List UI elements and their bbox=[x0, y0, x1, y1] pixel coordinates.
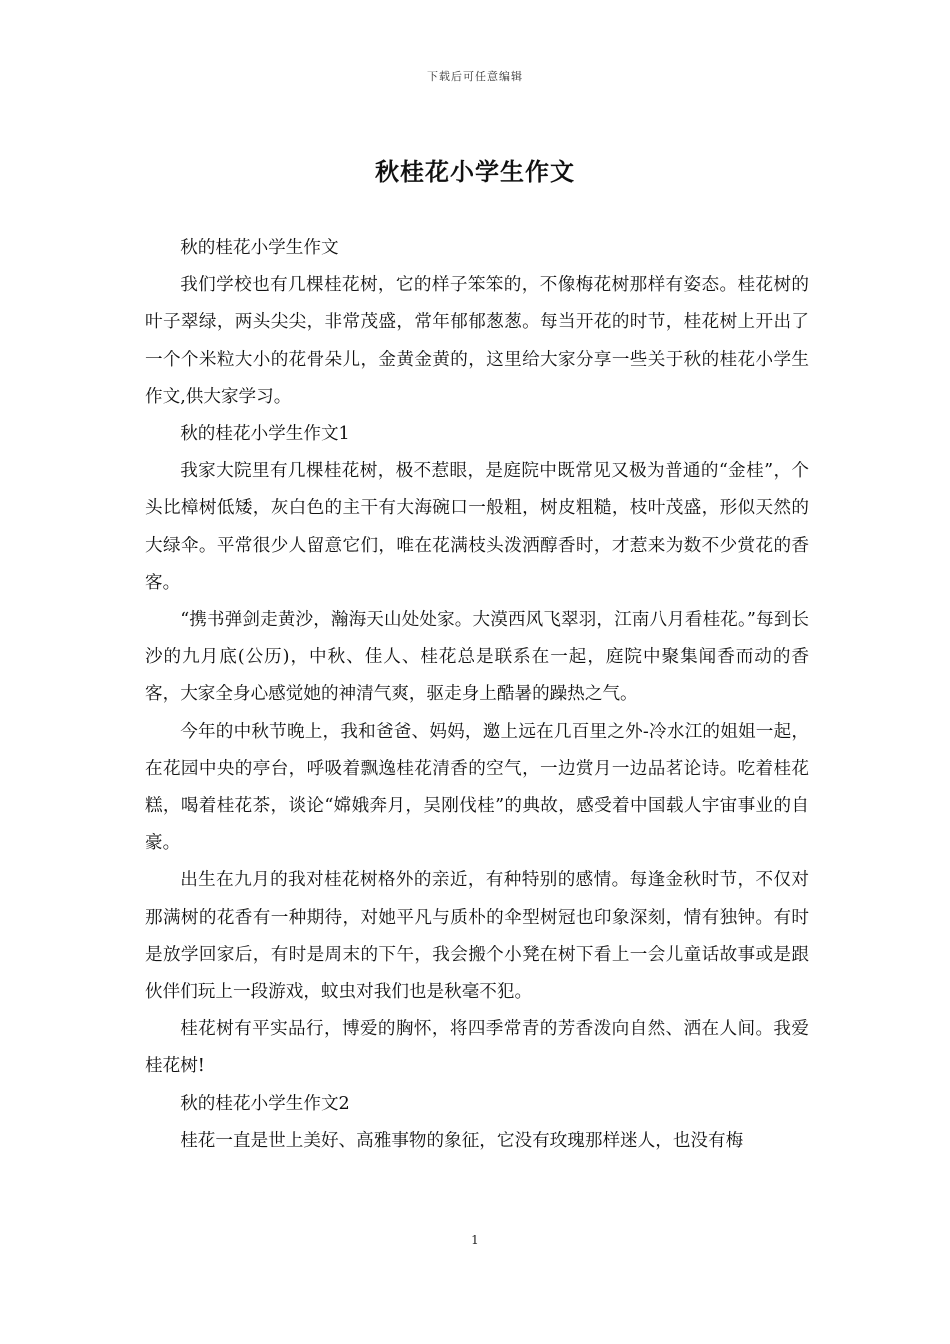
header-note: 下载后可任意编辑 bbox=[427, 70, 523, 83]
paragraph: 我家大院里有几棵桂花树，极不惹眼，是庭院中既常见又极为普通的“金桂”，个头比樟树低矮，灰白色的主干有大海碗口一般粗，树皮粗糙，枝叶茂盛，形似天然的大绿伞。平常很少人留意它们，唯在花满枝头泼洒醇香时，才惹来为数不少赏花的香客。 bbox=[145, 461, 809, 593]
section-heading-2: 秋的桂花小学生作文2 bbox=[180, 1093, 350, 1114]
paragraph: 出生在九月的我对桂花树格外的亲近，有种特别的感情。每逢金秋时节，不仅对那满树的花香有一种期待，对她平凡与质朴的伞型树冠也印象深刻，情有独钟。有时是放学回家后，有时是周末的下午，我会搬个小凳在树下看上一会儿童话故事或是跟伙伴们玩上一段游戏，蚊虫对我们也是秋毫不犯。 bbox=[145, 870, 809, 1003]
document-body bbox=[145, 230, 809, 1160]
paragraph: 桂花一直是世上美好、高雅事物的象征，它没有玫瑰那样迷人，也没有梅 bbox=[180, 1130, 744, 1151]
paragraph: 今年的中秋节晚上，我和爸爸、妈妈，邀上远在几百里之外-冷水江的姐姐一起，在花园中央的亭台，呼吸着飘逸桂花清香的空气，一边赏月一边品茗论诗。吃着桂花糕，喝着桂花茶，谈论“嫦娥奔月，吴刚伐桂”的典故，感受着中国载人宇宙事业的自豪。 bbox=[145, 721, 809, 854]
section-heading-1: 秋的桂花小学生作文1 bbox=[180, 424, 350, 445]
paragraph: “携书弹剑走黄沙，瀚海天山处处家。大漠西风飞翠羽，江南八月看桂花。”每到长沙的九月底(公历)，中秋、佳人、桂花总是联系在一起，庭院中聚集闻香而动的香客，大家全身心感觉她的神清气爽，驱走身上酷暑的躁热之气。 bbox=[145, 610, 809, 705]
paragraph: 桂花树有平实品行，博爱的胸怀，将四季常青的芳香泼向自然、洒在人间。我爱桂花树! bbox=[145, 1019, 809, 1077]
paragraph-intro: 我们学校也有几棵桂花树，它的样子笨笨的，不像梅花树那样有姿态。桂花树的叶子翠绿，两头尖尖，非常茂盛，常年郁郁葱葱。每当开花的时节，桂花树上开出了一个个米粒大小的花骨朵儿，金黄金黄的，这里给大家分享一些关于秋的桂花小学生作文,供大家学习。 bbox=[145, 275, 809, 407]
paragraph-subtitle: 秋的桂花小学生作文 bbox=[180, 238, 339, 258]
document-title: 秋桂花小学生作文 bbox=[375, 157, 575, 186]
page-number: 1 bbox=[471, 1233, 479, 1247]
